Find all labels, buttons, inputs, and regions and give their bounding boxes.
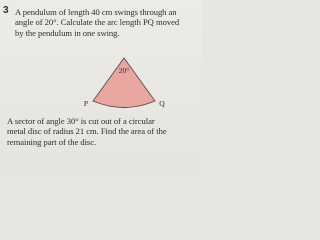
question-number: 3 (3, 5, 9, 16)
question-part-1-line: by the pendulum in one swing. (15, 27, 120, 38)
angle-label: 20° (118, 66, 130, 75)
question-part-1-line: angle of 20°. Calculate the arc length PQ moved (15, 17, 180, 28)
point-q-label: Q (159, 99, 165, 108)
pendulum-sector-diagram (0, 0, 202, 177)
point-p-label: P (83, 99, 89, 108)
question-part-2-line: metal disc of radius 21 cm. Find the area of the (7, 126, 167, 137)
textbook-page (0, 0, 202, 177)
question-part-2 (7, 116, 167, 147)
question-part-2-line: A sector of angle 30° is cut out of a circular (7, 116, 155, 126)
question-part-1-line: A pendulum of length 40 cm swings through an (15, 7, 177, 17)
question-part-2-line: remaining part of the disc. (7, 136, 97, 147)
